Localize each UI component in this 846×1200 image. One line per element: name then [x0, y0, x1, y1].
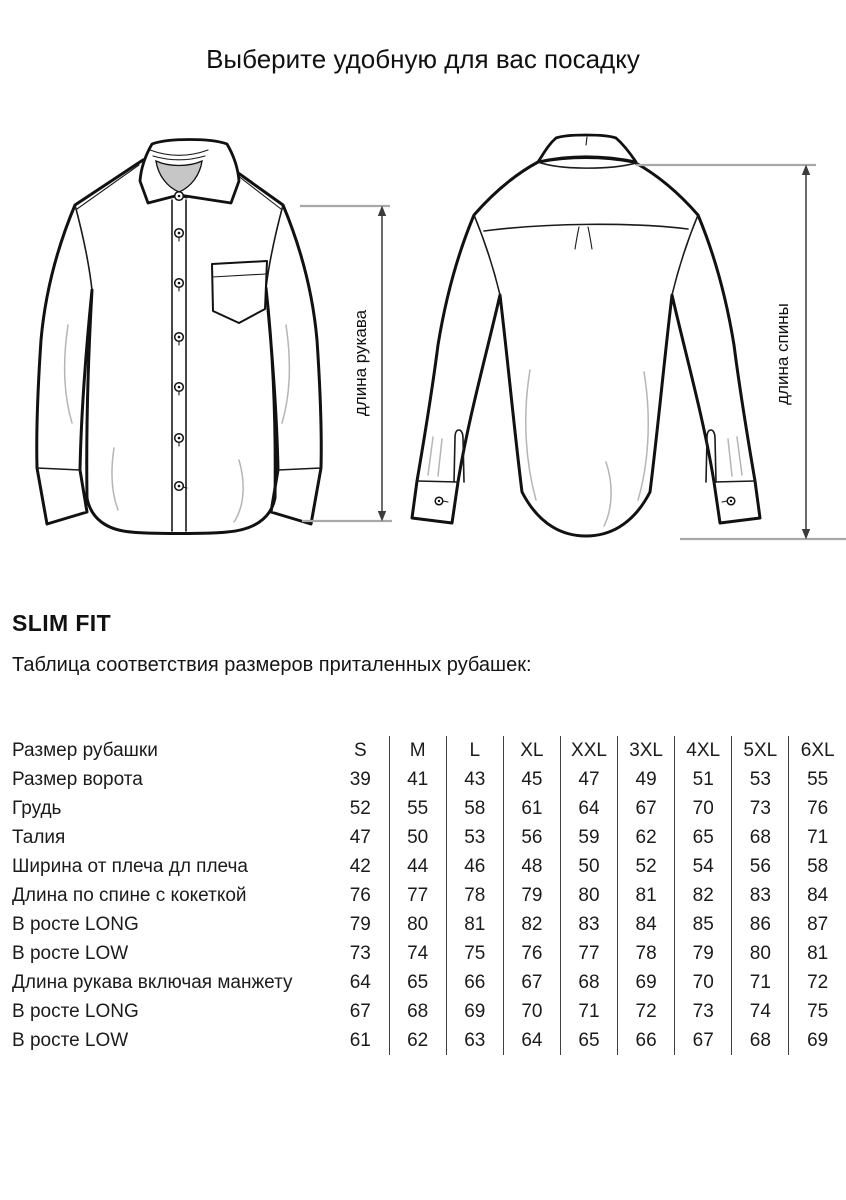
size-value-cell: 70 [675, 794, 732, 823]
size-value-cell: 66 [618, 1026, 675, 1055]
size-value-cell: 52 [349, 797, 371, 819]
size-value-cell: 73 [349, 942, 371, 964]
size-value-cell: 69 [446, 997, 503, 1026]
size-column-header: 5XL [732, 736, 789, 765]
size-value-cell: 72 [618, 997, 675, 1026]
size-value-cell: 62 [618, 823, 675, 852]
size-value-cell: 45 [503, 765, 560, 794]
size-value-cell: 55 [389, 794, 446, 823]
size-table-row [0, 939, 846, 968]
size-value-cell: 61 [349, 1029, 371, 1051]
size-value-cell: 68 [732, 1026, 789, 1055]
size-value-cell: 61 [503, 794, 560, 823]
size-value-cell: 44 [389, 852, 446, 881]
row-label: В росте LOW [12, 942, 129, 964]
size-value-cell: 67 [503, 968, 560, 997]
size-value-cell: 80 [389, 910, 446, 939]
size-value-cell: 84 [618, 910, 675, 939]
size-value-cell: 81 [446, 910, 503, 939]
size-value-cell: 68 [732, 823, 789, 852]
size-column-header: S [353, 739, 367, 761]
page-title: Выберите удобную для вас посадку [206, 44, 640, 74]
size-value-cell: 75 [446, 939, 503, 968]
size-value-cell: 71 [732, 968, 789, 997]
size-value-cell: 77 [560, 939, 617, 968]
size-value-cell: 86 [732, 910, 789, 939]
size-value-cell: 66 [446, 968, 503, 997]
size-table-row [0, 997, 846, 1026]
size-value-cell: 50 [389, 823, 446, 852]
size-table-row [0, 910, 846, 939]
row-label: Размер рубашки [12, 739, 158, 761]
size-value-cell: 39 [349, 768, 371, 790]
table-caption: Таблица соответствия размеров приталенных рубашек: [12, 654, 532, 676]
size-value-cell: 43 [446, 765, 503, 794]
size-table-row [0, 823, 846, 852]
size-value-cell: 58 [446, 794, 503, 823]
size-table-row [0, 1026, 846, 1055]
size-value-cell: 78 [618, 939, 675, 968]
size-value-cell: 72 [789, 968, 846, 997]
size-value-cell: 69 [618, 968, 675, 997]
size-table-header-row [0, 736, 846, 765]
size-value-cell: 80 [732, 939, 789, 968]
size-column-header: 4XL [675, 736, 732, 765]
fit-heading: SLIM FIT [12, 610, 112, 636]
size-value-cell: 58 [789, 852, 846, 881]
row-label: Длина рукава включая манжету [12, 971, 293, 993]
size-value-cell: 71 [560, 997, 617, 1026]
size-value-cell: 52 [618, 852, 675, 881]
size-value-cell: 56 [732, 852, 789, 881]
size-value-cell: 78 [446, 881, 503, 910]
size-value-cell: 81 [789, 939, 846, 968]
size-value-cell: 69 [789, 1026, 846, 1055]
shirt-size-diagram [0, 130, 846, 560]
size-value-cell: 47 [349, 826, 371, 848]
size-value-cell: 64 [560, 794, 617, 823]
size-table-row [0, 794, 846, 823]
size-value-cell: 80 [560, 881, 617, 910]
size-value-cell: 50 [560, 852, 617, 881]
row-label: В росте LONG [12, 913, 139, 935]
size-column-header: 6XL [789, 736, 846, 765]
size-value-cell: 46 [446, 852, 503, 881]
size-value-cell: 65 [389, 968, 446, 997]
size-value-cell: 59 [560, 823, 617, 852]
size-value-cell: 79 [675, 939, 732, 968]
size-value-cell: 77 [389, 881, 446, 910]
size-value-cell: 82 [675, 881, 732, 910]
size-column-header: XXL [560, 736, 617, 765]
size-value-cell: 48 [503, 852, 560, 881]
shirt-front-drawing [37, 140, 322, 534]
size-value-cell: 73 [675, 997, 732, 1026]
size-value-cell: 76 [349, 884, 371, 906]
row-label: Талия [12, 826, 66, 848]
size-value-cell: 62 [389, 1026, 446, 1055]
size-column-header: M [389, 736, 446, 765]
row-label: Размер ворота [12, 768, 143, 790]
size-value-cell: 75 [789, 997, 846, 1026]
size-value-cell: 85 [675, 910, 732, 939]
size-value-cell: 84 [789, 881, 846, 910]
size-value-cell: 64 [349, 971, 371, 993]
size-table-row [0, 968, 846, 997]
size-table-row [0, 765, 846, 794]
size-value-cell: 47 [560, 765, 617, 794]
size-value-cell: 82 [503, 910, 560, 939]
size-value-cell: 79 [349, 913, 371, 935]
size-value-cell: 67 [349, 1000, 371, 1022]
size-value-cell: 81 [618, 881, 675, 910]
size-value-cell: 67 [675, 1026, 732, 1055]
sleeve-length-label: длина рукава [351, 309, 370, 417]
size-value-cell: 70 [503, 997, 560, 1026]
back-length-label: длина спины [773, 303, 792, 405]
size-value-cell: 63 [446, 1026, 503, 1055]
size-value-cell: 49 [618, 765, 675, 794]
row-label: В росте LONG [12, 1000, 139, 1022]
size-value-cell: 76 [789, 794, 846, 823]
size-value-cell: 71 [789, 823, 846, 852]
size-value-cell: 41 [389, 765, 446, 794]
size-value-cell: 83 [560, 910, 617, 939]
size-value-cell: 73 [732, 794, 789, 823]
size-value-cell: 74 [732, 997, 789, 1026]
front-collar-drawing [140, 140, 239, 204]
size-table [0, 736, 846, 1055]
size-value-cell: 64 [503, 1026, 560, 1055]
size-column-header: L [446, 736, 503, 765]
row-label: Ширина от плеча дл плеча [12, 855, 248, 877]
size-value-cell: 54 [675, 852, 732, 881]
size-value-cell: 68 [389, 997, 446, 1026]
size-value-cell: 76 [503, 939, 560, 968]
shirt-back-drawing [412, 135, 760, 536]
size-column-header: XL [503, 736, 560, 765]
size-column-header: 3XL [618, 736, 675, 765]
size-value-cell: 70 [675, 968, 732, 997]
row-label: Длина по спине с кокеткой [12, 884, 247, 906]
row-label: В росте LOW [12, 1029, 129, 1051]
size-value-cell: 53 [446, 823, 503, 852]
size-value-cell: 65 [675, 823, 732, 852]
size-value-cell: 51 [675, 765, 732, 794]
row-label: Грудь [12, 797, 62, 819]
size-value-cell: 67 [618, 794, 675, 823]
size-value-cell: 53 [732, 765, 789, 794]
size-table-row [0, 881, 846, 910]
size-value-cell: 68 [560, 968, 617, 997]
size-value-cell: 79 [503, 881, 560, 910]
size-value-cell: 74 [389, 939, 446, 968]
size-value-cell: 87 [789, 910, 846, 939]
size-value-cell: 65 [560, 1026, 617, 1055]
size-value-cell: 55 [789, 765, 846, 794]
size-table-row [0, 852, 846, 881]
size-value-cell: 56 [503, 823, 560, 852]
size-value-cell: 83 [732, 881, 789, 910]
size-value-cell: 42 [349, 855, 371, 877]
